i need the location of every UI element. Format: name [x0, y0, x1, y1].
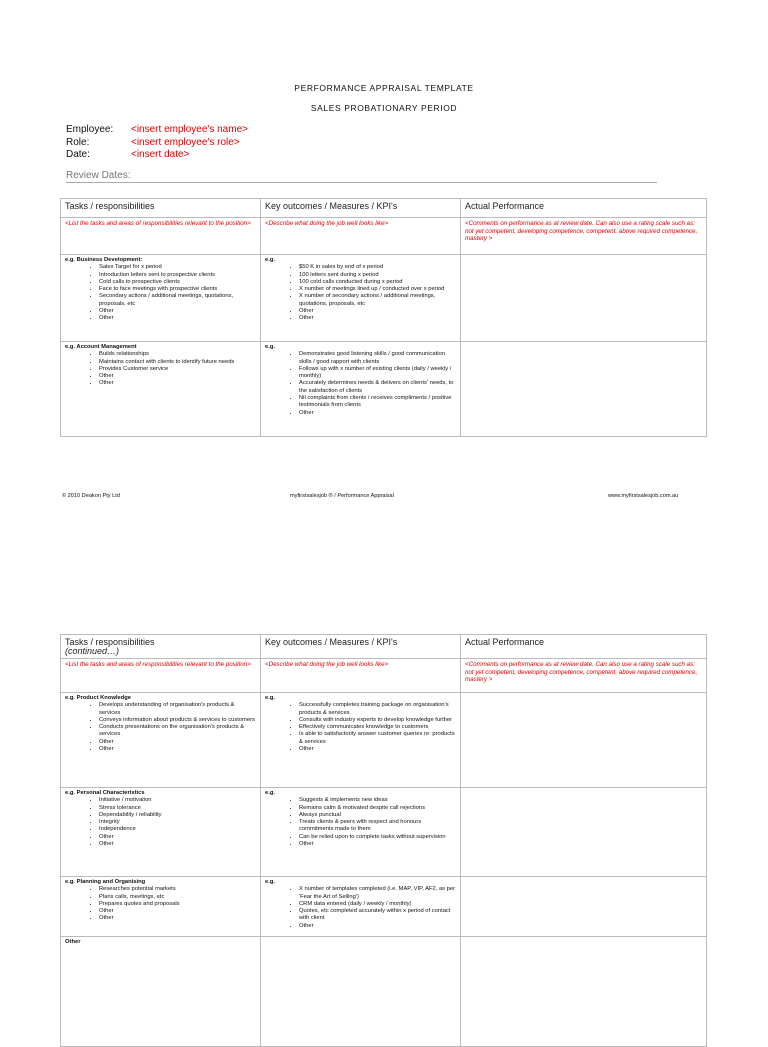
kpi-section-title: e.g. [265, 790, 275, 796]
document-subtitle: SALES PROBATIONARY PERIOD [310, 103, 458, 113]
appraisal-table-page2 [60, 634, 707, 1047]
role-label: Role: [66, 136, 90, 148]
table-row [61, 693, 707, 788]
list-item: • Other [299, 315, 456, 322]
list-item: • CRM data entered (daily / weekly / monthly) [299, 901, 456, 908]
list-item: • Researches potential markets [99, 886, 256, 893]
header-tasks-label: Tasks / responsibilities [65, 637, 155, 647]
kpi-section-title: e.g. [265, 879, 275, 885]
instruction-kpis: <Describe what doing the job well looks like> [261, 659, 461, 693]
list-item: • Other [99, 380, 256, 387]
task-list [65, 797, 256, 848]
list-item: • Other [299, 410, 456, 417]
list-item: • Always punctual [299, 812, 456, 819]
task-section-title: e.g. Account Management [65, 344, 137, 350]
list-item: • Other [299, 746, 456, 753]
task-cell [61, 693, 261, 788]
performance-cell[interactable] [461, 877, 707, 937]
list-item: • Face to face meetings with prospective clients [99, 286, 256, 293]
table-header-row [61, 635, 707, 659]
instruction-performance: <Comments on performance as at review date. Can also use a rating scale such as: not yet competent, developing competence, competent, above required competence, mastery > [461, 659, 707, 693]
kpi-section-title: e.g. [265, 695, 275, 701]
header-performance: Actual Performance [461, 199, 707, 218]
date-value: <insert date> [131, 149, 190, 160]
kpi-cell [261, 788, 461, 877]
task-section-title: e.g. Product Knowledge [65, 695, 132, 701]
performance-cell[interactable] [461, 693, 707, 788]
kpi-cell[interactable] [261, 937, 461, 1047]
task-cell [61, 877, 261, 937]
kpi-list [265, 351, 456, 417]
kpi-cell [261, 693, 461, 788]
performance-cell[interactable] [461, 788, 707, 877]
employee-details [66, 124, 248, 162]
review-dates-label: Review Dates: [66, 170, 657, 183]
list-item: • Other [99, 841, 256, 848]
list-item: • X number of templates completed (i.e. MAP, VIP, AF2, as per 'Fear the Art of Selling') [299, 886, 456, 901]
date-row [66, 149, 248, 162]
list-item: • Follows up with x number of existing clients (daily / weekly / monthly) [299, 366, 456, 381]
table-row [61, 255, 707, 342]
list-item: • Integrity [99, 819, 256, 826]
list-item: • 100 letters sent during x period [299, 272, 456, 279]
list-item: • Other [99, 915, 256, 922]
task-list [65, 351, 256, 387]
list-item: • Other [99, 908, 256, 915]
list-item: • Prepares quotes and proposals [99, 901, 256, 908]
list-item: • X number of secondary actions / additional meetings, quotations, proposals, etc [299, 293, 456, 308]
list-item: • Stress tolerance [99, 805, 256, 812]
list-item: • 100 cold calls conducted during x period [299, 279, 456, 286]
list-item: • Sales Target for x period [99, 264, 256, 271]
header-performance: Actual Performance [461, 635, 707, 659]
kpi-cell [261, 255, 461, 342]
task-cell [61, 342, 261, 437]
list-item: • Accurately determines needs & delivers on clients' needs, to the satisfaction of clients [299, 380, 456, 395]
task-section-title: e.g. Business Development: [65, 257, 143, 263]
list-item: • Suggests & implements new ideas [299, 797, 456, 804]
list-item: • Initiative / motivation [99, 797, 256, 804]
performance-cell[interactable] [461, 342, 707, 437]
list-item: • Other [99, 834, 256, 841]
task-list [65, 886, 256, 922]
list-item: • Other [299, 308, 456, 315]
list-item: • Dependability / reliability [99, 812, 256, 819]
employee-label: Employee: [66, 124, 114, 135]
instruction-performance: <Comments on performance as at review date. Can also use a rating scale such as: not yet competent, developing competence, competent, above required competence, mastery > [461, 218, 707, 255]
header-tasks [61, 635, 261, 659]
task-cell [61, 788, 261, 877]
other-cell[interactable] [61, 937, 261, 1047]
kpi-cell [261, 342, 461, 437]
task-cell [61, 255, 261, 342]
header-tasks: Tasks / responsibilities [61, 199, 261, 218]
header-kpis: Key outcomes / Measures / KPI's [261, 199, 461, 218]
list-item: • Builds relationships [99, 351, 256, 358]
list-item: • Cold calls to prospective clients [99, 279, 256, 286]
table-row [61, 877, 707, 937]
list-item: • Plans calls, meetings, etc [99, 894, 256, 901]
instructions-row [61, 218, 707, 255]
list-item: • Conducts presentations on the organisation's products & services [99, 724, 256, 739]
list-item: • Treats clients & peers with respect and honours commitments made to them [299, 819, 456, 834]
kpi-section-title: e.g. [265, 344, 275, 350]
list-item: • Quotes, etc completed accurately within x period of contact with client [299, 908, 456, 923]
list-item: • Nil complaints from clients / receives compliments / positive testimonials from clients [299, 395, 456, 410]
document-title: PERFORMANCE APPRAISAL TEMPLATE [294, 83, 474, 93]
kpi-list [265, 797, 456, 848]
list-item: • Other [99, 746, 256, 753]
list-item: • Is able to satisfactorily answer customer queries re: products & services [299, 731, 456, 746]
list-item: • Conveys information about products & services to customers [99, 717, 256, 724]
list-item: • Successfully completes training package on organisation's products & services [299, 702, 456, 717]
task-list [65, 264, 256, 322]
footer-center: myfirstsalesjob ® / Performance Appraisal [290, 493, 394, 499]
list-item: • Independence [99, 826, 256, 833]
list-item: • $50 K in sales by end of x period [299, 264, 456, 271]
list-item: • Other [299, 923, 456, 930]
kpi-cell [261, 877, 461, 937]
kpi-list [265, 264, 456, 322]
list-item: • Effectively communicates knowledge to customers [299, 724, 456, 731]
table-header-row [61, 199, 707, 218]
task-section-title: e.g. Personal Characteristics [65, 790, 145, 796]
table-row [61, 788, 707, 877]
date-label: Date: [66, 149, 90, 160]
footer-website: www.myfirstsalesjob.com.au [608, 493, 679, 499]
list-item: • Remains calm & motivated despite call rejections [299, 805, 456, 812]
list-item: • Other [99, 315, 256, 322]
table-row [61, 342, 707, 437]
continued-label: (continued…) [65, 646, 120, 656]
list-item: • Maintains contact with clients to identify future needs [99, 359, 256, 366]
list-item: • Other [99, 739, 256, 746]
appraisal-table-page1 [60, 198, 707, 437]
header-kpis: Key outcomes / Measures / KPI's [261, 635, 461, 659]
footer-copyright: © 2010 Deakon Pty Ltd [62, 493, 120, 499]
list-item: • Other [99, 308, 256, 315]
employee-row [66, 124, 248, 137]
employee-value: <insert employee's name> [131, 124, 248, 135]
list-item: • Introduction letters sent to prospective clients [99, 272, 256, 279]
kpi-list [265, 886, 456, 930]
list-item: • Other [299, 841, 456, 848]
list-item: • Consults with industry experts to develop knowledge further [299, 717, 456, 724]
list-item: • Develops understanding of organisation's products & services [99, 702, 256, 717]
performance-cell[interactable] [461, 937, 707, 1047]
instruction-kpis: <Describe what doing the job well looks like> [261, 218, 461, 255]
task-list [65, 702, 256, 753]
other-label: Other [65, 939, 81, 945]
instructions-row [61, 659, 707, 693]
list-item: • X number of meetings lined up / conducted over x period [299, 286, 456, 293]
list-item: • Demonstrates good listening skills / good communication skills / good rapport with clients [299, 351, 456, 366]
task-section-title: e.g. Planning and Organising [65, 879, 146, 885]
instruction-tasks: <List the tasks and areas of responsibilities relevant to the position> [61, 218, 261, 255]
role-value: <insert employee's role> [131, 136, 240, 148]
list-item: • Secondary actions / additional meetings, quotations, proposals, etc [99, 293, 256, 308]
list-item: • Can be relied upon to complete tasks without supervision [299, 834, 456, 841]
list-item: • Other [99, 373, 256, 380]
role-row [66, 137, 248, 150]
kpi-section-title: e.g. [265, 257, 275, 263]
list-item: • Provides Customer service [99, 366, 256, 373]
instruction-tasks: <List the tasks and areas of responsibilities relevant to the position> [61, 659, 261, 693]
kpi-list [265, 702, 456, 753]
performance-cell[interactable] [461, 255, 707, 342]
table-row [61, 937, 707, 1047]
